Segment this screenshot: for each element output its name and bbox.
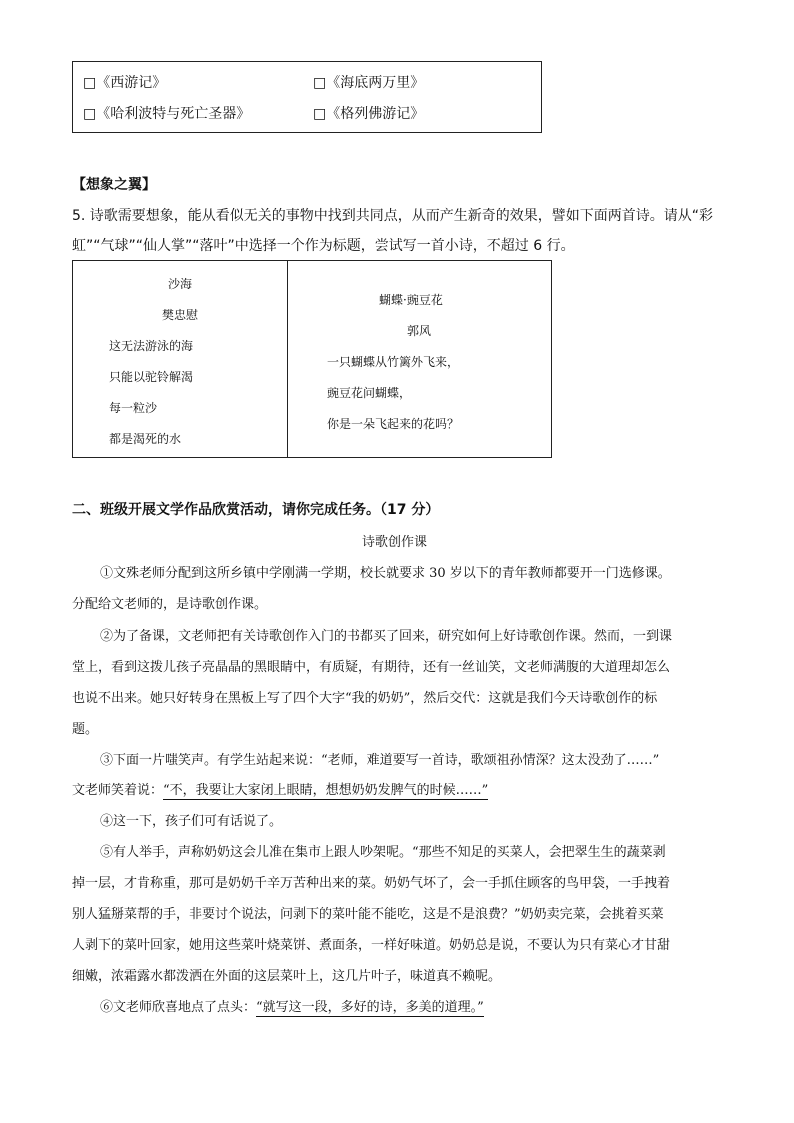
paragraph-line: 细嫩，浓霜露水都泼洒在外面的这层菜叶上，这几片叶子，味道真不赖呢。 <box>72 969 502 984</box>
poem-table <box>72 260 552 458</box>
poem-left-author: 樊忠慰 <box>162 308 199 322</box>
paragraph-line: 人剥下的菜叶回家，她用这些菜叶烧菜饼、煮面条，一样好味道。奶奶总是说，不要认为只有菜心才甘甜 <box>72 938 671 953</box>
paragraph-line: 也说不出来。她只好转身在黑板上写了四个大字“我的奶奶”，然后交代：这就是我们今天诗歌创作的标 <box>72 691 658 706</box>
book-option-journey-west[interactable]: □《西游记》 <box>83 75 167 91</box>
paragraph-line: 分配给文老师的，是诗歌创作课。 <box>72 597 268 612</box>
poem-left-line: 只能以驼铃解渴 <box>109 370 194 384</box>
poem-right-line: 豌豆花问蝴蝶， <box>327 386 412 400</box>
underlined-quote: “不，我要让大家闭上眼睛，想想奶奶发脾气的时候……” <box>163 783 489 798</box>
poem-right-title: 蝴蝶·豌豆花 <box>379 293 443 307</box>
poem-right-line: 一只蝴蝶从竹篱外飞来， <box>327 355 460 369</box>
book-choice-box <box>72 61 542 133</box>
paragraph-line: ③下面一片嗤笑声。有学生站起来说：“老师，难道要写一首诗，歌颂祖孙情深？这太没劲了……” <box>100 753 660 768</box>
paragraph-line: ①文殊老师分配到这所乡镇中学刚满一学期，校长就要求 30 岁以下的青年教师都要开一门选修课。 <box>100 566 671 581</box>
book-option-gulliver[interactable]: □《格列佛游记》 <box>313 106 425 122</box>
paragraph-line: ⑤有人举手，声称奶奶这会儿准在集市上跟人吵架呢。“那些不知足的买菜人，会把翠生生的蔬菜剥 <box>100 845 666 860</box>
paragraph-line <box>72 779 488 798</box>
poem-left-title: 沙海 <box>168 277 193 291</box>
question-5-line-2: 虹”“气球”“仙人掌”“落叶”中选择一个作为标题，尝试写一首小诗，不超过 6 行。 <box>72 238 575 254</box>
speaker-text: 文老师笑着说： <box>72 783 164 798</box>
paragraph-line: ④这一下，孩子们可有话说了。 <box>100 814 283 829</box>
paragraph-line <box>100 996 484 1015</box>
paragraph-line: ②为了备课，文老师把有关诗歌创作入门的书都买了回来，研究如何上好诗歌创作课。然而，一到课 <box>100 629 673 644</box>
paragraph-line: 题。 <box>72 722 99 737</box>
underlined-quote: “就写这一段，多好的诗，多美的道理。” <box>256 1000 484 1015</box>
question-5-line-1: 5. 诗歌需要想象，能从看似无关的事物中找到共同点，从而产生新奇的效果，譬如下面两首诗。请从“彩 <box>72 208 714 224</box>
book-option-harry-potter[interactable]: □《哈利波特与死亡圣器》 <box>83 106 251 122</box>
paragraph-line: 掉一层，才肯称重，那可是奶奶千辛万苦种出来的菜。奶奶气坏了，会一手抓住顾客的鸟甲袋，一手拽着 <box>72 876 671 891</box>
article-title: 诗歌创作课 <box>362 535 428 550</box>
poem-right-author: 郭风 <box>407 324 432 338</box>
imagination-heading: 【想象之翼】 <box>72 177 156 193</box>
poem-left-line: 每一粒沙 <box>109 401 158 415</box>
table-divider <box>287 261 288 457</box>
poem-left-line: 这无法游泳的海 <box>109 339 194 353</box>
paragraph-line: 堂上，看到这拨儿孩子亮晶晶的黑眼睛中，有质疑，有期待，还有一丝讪笑，文老师满腹的大道理却怎么 <box>72 660 671 675</box>
section-2-heading: 二、班级开展文学作品欣赏活动，请你完成任务。（17 分） <box>72 502 440 518</box>
poem-left-line: 都是渴死的水 <box>109 432 182 446</box>
paragraph-line: 别人猛掰菜帮的手，非要讨个说法，问剥下的菜叶能不能吃，这是不是浪费？”奶奶卖完菜，会挑着买菜 <box>72 907 664 922</box>
poem-right-line: 你是一朵飞起来的花吗？ <box>327 417 460 431</box>
speaker-text: ⑥文老师欣喜地点了点头： <box>100 1000 257 1015</box>
book-option-twenty-thousand-leagues[interactable]: □《海底两万里》 <box>313 75 425 91</box>
